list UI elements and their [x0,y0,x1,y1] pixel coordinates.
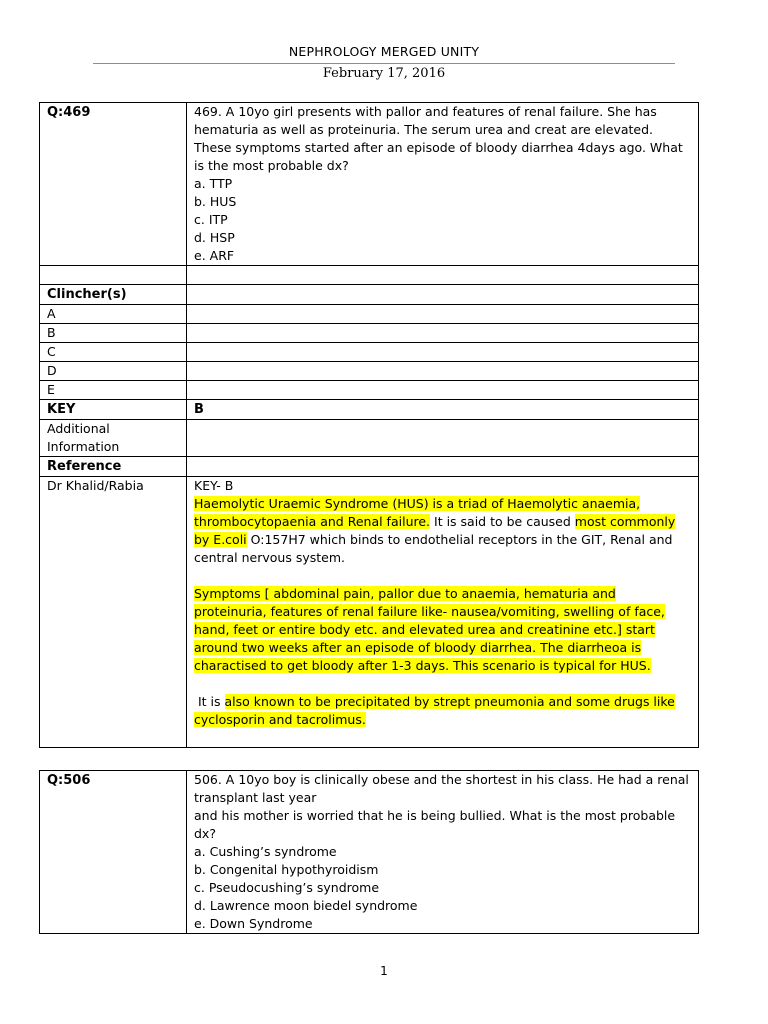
reference-row [40,457,699,477]
clincher-row [40,285,699,305]
question-id-cell [40,103,187,266]
question-stem-line-2: and his mother is worried that he is being bullied. What is the most probable dx? [194,808,676,841]
explanation-paragraph-2 [194,585,692,675]
option-b: b. HUS [194,194,237,209]
reference-label: Reference [47,459,122,474]
key-row [40,400,699,420]
letter-row-e [40,381,699,400]
question-row [40,771,699,934]
additional-info-row [40,420,699,457]
question-row [40,103,699,266]
question-stem-cell [187,103,699,266]
explanation-text: It is said to be caused [430,514,575,529]
author-name: Dr Khalid/Rabia [40,477,187,748]
document-header-title: NEPHROLOGY MERGED UNITY [288,44,480,59]
document-date: February 17, 2016 [322,66,446,81]
key-label: KEY [47,402,76,417]
letter-row-d [40,362,699,381]
highlight-precipitants: also known to be precipitated by strept pneumonia and some drugs like cyclosporin and tacrolimus. [194,694,675,727]
page-number: 1 [380,964,388,978]
question-id: Q:469 [47,105,91,120]
question-table-469 [39,102,699,748]
letter-row-c [40,343,699,362]
letter-row-b [40,324,699,343]
option-b: b. Congenital hypothyroidism [194,862,379,877]
question-stem: 469. A 10yo girl presents with pallor and features of renal failure. She has hematuria as well as proteinuria. The serum urea and creat are elevated. These symptoms started after an episode of bloody diarrhea 4days ago. What is the most probable dx? [194,104,683,173]
letter-b: B [40,324,187,343]
question-id-cell [40,771,187,934]
key-value: B [194,402,204,417]
highlight-hus-definition: Haemolytic Uraemic Syndrome (HUS) is a triad of Haemolytic anaemia, thrombocytopaenia and Renal failure. [194,496,641,529]
question-stem-line-1: 506. A 10yo boy is clinically obese and the shortest in his class. He had a renal transplant last year [194,772,689,805]
explanation-paragraph-3 [194,693,692,729]
highlight-ecoli: most commonly by E.coli [194,514,676,547]
explanation-paragraph-1 [194,495,692,567]
highlight-symptoms: Symptoms [ abdominal pain, pallor due to anaemia, hematuria and proteinuria, features of renal failure like- nausea/vomiting, swelling of face, hand, feet or entire body etc. and elevated urea and creatinine etc.] start around two weeks after an episode of bloody diarrhea. The diarrheoa is charactised to get bloody after 1-3 days. This scenario is typical for HUS. [194,586,665,673]
header-divider [93,63,675,64]
letter-a: A [40,305,187,324]
letter-c: C [40,343,187,362]
question-table-506 [39,770,699,934]
question-id: Q:506 [47,773,91,788]
option-c: c. Pseudocushing’s syndrome [194,880,380,895]
question-stem-cell [187,771,699,934]
letter-row-a [40,305,699,324]
additional-info-label: Additional Information [40,420,187,457]
explanation-key-line: KEY- B [194,478,234,493]
explanation-text: O:157H7 which binds to endothelial receptors in the GIT, Renal and central nervous system. [194,532,673,565]
explanation-text: It is [194,694,225,709]
option-a: a. Cushing’s syndrome [194,844,337,859]
empty-row [40,266,699,285]
letter-e: E [40,381,187,400]
option-d: d. HSP [194,230,235,245]
option-c: c. ITP [194,212,228,227]
option-e: e. Down Syndrome [194,916,313,931]
explanation-cell [187,477,699,748]
option-a: a. TTP [194,176,233,191]
clincher-label: Clincher(s) [47,287,127,302]
explanation-row [40,477,699,748]
letter-d: D [40,362,187,381]
option-d: d. Lawrence moon biedel syndrome [194,898,418,913]
option-e: e. ARF [194,248,235,263]
